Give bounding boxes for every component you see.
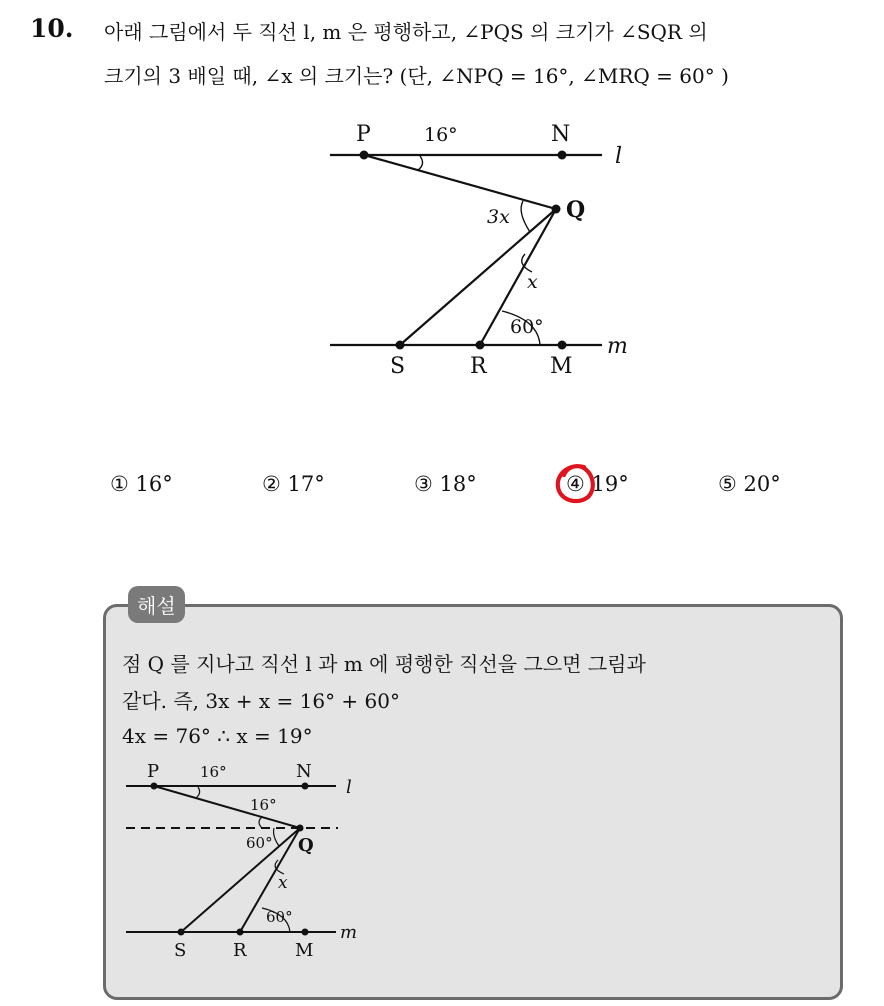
- question-text-line-2: 크기의 3 배일 때, ∠x 의 크기는? (단, ∠NPQ = 16°, ∠MRQ = 60° ): [104, 64, 729, 88]
- sol-label-n: N: [296, 761, 312, 782]
- question-text-line-1: 아래 그림에서 두 직선 l, m 은 평행하고, ∠PQS 의 크기가 ∠SQR 의: [104, 20, 708, 44]
- label-n: N: [551, 122, 571, 147]
- sol-point-r: [237, 929, 244, 936]
- sol-label-q: Q: [298, 835, 314, 856]
- label-line-m: m: [607, 334, 628, 359]
- question-number: 10.: [30, 14, 74, 43]
- choice-2[interactable]: ② 17°: [262, 472, 325, 496]
- choice-3[interactable]: ③ 18°: [414, 472, 477, 496]
- angle-npq-label: 16°: [424, 124, 458, 146]
- label-r: R: [470, 354, 487, 379]
- sol-label-p: P: [147, 761, 160, 782]
- solution-text-line-2: 같다. 즉, 3x + x = 16° + 60°: [122, 689, 400, 713]
- label-q: Q: [566, 197, 586, 223]
- sol-point-m: [302, 929, 309, 936]
- label-p: P: [356, 122, 371, 147]
- sol-angle-top: 16°: [200, 763, 227, 781]
- choice-1[interactable]: ① 16°: [110, 472, 173, 496]
- sol-label-line-m: m: [340, 922, 358, 943]
- choice-5[interactable]: ⑤ 20°: [718, 472, 781, 496]
- sol-segment-pq: [154, 786, 300, 828]
- sol-arc-top: [196, 787, 200, 798]
- sol-angle-lower-split: 60°: [246, 834, 273, 852]
- label-s: S: [390, 354, 406, 379]
- angle-pqs-label: 3x: [487, 206, 510, 228]
- sol-angle-x: x: [278, 873, 288, 893]
- sol-label-r: R: [233, 940, 247, 961]
- sol-angle-upper-split: 16°: [250, 796, 277, 814]
- angle-mrq-label: 60°: [510, 316, 544, 338]
- label-m: M: [550, 354, 573, 379]
- label-line-l: l: [615, 144, 623, 169]
- sol-label-s: S: [174, 940, 187, 961]
- sol-label-line-l: l: [346, 777, 352, 798]
- solution-text-line-3: 4x = 76° ∴ x = 19°: [122, 724, 313, 748]
- sol-point-p: [151, 783, 158, 790]
- sol-angle-bottom: 60°: [266, 908, 293, 926]
- sol-point-n: [302, 783, 309, 790]
- angle-x-label: x: [527, 271, 538, 293]
- sol-point-q: [297, 825, 304, 832]
- solution-text-line-1: 점 Q 를 지나고 직선 l 과 m 에 평행한 직선을 그으면 그림과: [122, 652, 646, 676]
- choice-4[interactable]: ④ 19°: [566, 472, 629, 496]
- sol-point-s: [178, 929, 185, 936]
- sol-arc-lower: [274, 828, 279, 846]
- solution-tag: 해설: [128, 586, 185, 623]
- sol-arc-upper: [259, 817, 262, 828]
- sol-label-m: M: [295, 940, 314, 961]
